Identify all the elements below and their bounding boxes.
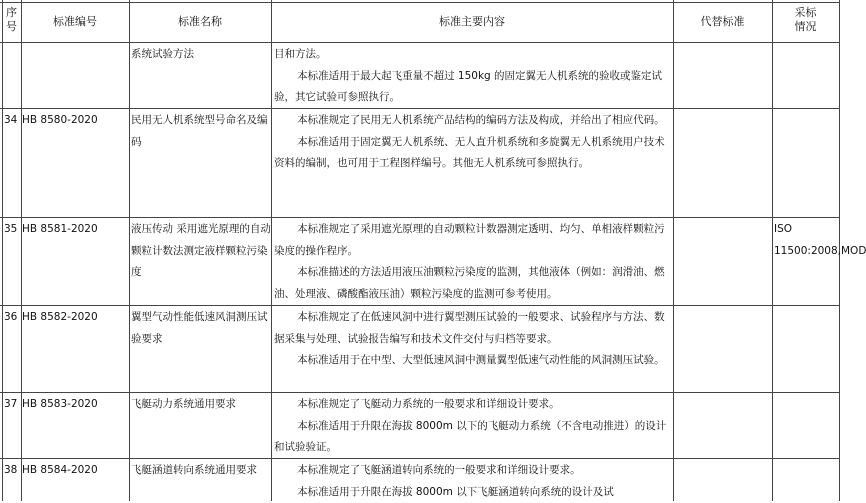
header-content: 标准主要内容 — [439, 15, 505, 28]
content-paragraph: 目和方法。 — [274, 48, 327, 60]
row-name: 飞艇动力系统通用要求 — [131, 398, 236, 410]
row-code: HB 8581-2020 — [22, 223, 98, 235]
column-divider — [129, 0, 130, 501]
row-content — [274, 44, 672, 109]
row-seq: 37 — [4, 398, 18, 410]
content-paragraph: 本标准适用于固定翼无人机系统、无人直升机系统和多旋翼无人机系统用户技术资料的编制，也可用于工程图样编号。其他无人机系统可参照执行。 — [274, 135, 665, 170]
header-seq — [2, 6, 21, 34]
row-seq: 34 — [4, 114, 18, 126]
row-divider — [0, 42, 840, 43]
row-adopt: ISO 11500:2008,MOD — [774, 223, 866, 257]
row-seq: 38 — [4, 464, 18, 476]
content-paragraph: 本标准规定了飞艇动力系统的一般要求和详细设计要求。 — [297, 398, 560, 410]
header-seq-line2: 号 — [6, 20, 17, 33]
content-paragraph: 本标准规定了飞艇涵道转向系统的一般要求和详细设计要求。 — [297, 464, 581, 476]
content-paragraph: 本标准适用于最大起飞重量不超过 150kg 的固定翼无人机系统的验收或鉴定试验，其它试验可参照执行。 — [274, 69, 663, 104]
row-divider — [0, 217, 840, 218]
header-name: 标准名称 — [178, 15, 222, 28]
row-name: 翼型气动性能低速风洞测压试验要求 — [131, 311, 268, 345]
column-divider — [21, 0, 22, 501]
row-seq: 36 — [4, 311, 18, 323]
row-code: HB 8580-2020 — [22, 114, 98, 126]
row-divider — [0, 392, 840, 393]
row-content — [274, 394, 672, 459]
content-paragraph: 本标准适用于升限在海拔 8000m 以下的飞艇动力系统（不含电动推进）的设计和试验验证。 — [274, 419, 667, 454]
header-adopt-line1: 采标 — [794, 6, 817, 19]
header-adopt — [772, 6, 839, 34]
row-code: HB 8582-2020 — [22, 311, 98, 323]
row-content — [274, 307, 672, 372]
content-paragraph: 本标准描述的方法适用液压油颗粒污染度的监测，其他液体（例如：润滑油、燃油、处理液、磷酸酯液压油）颗粒污染度的监测可参考使用。 — [274, 266, 665, 301]
row-code: HB 8584-2020 — [22, 464, 98, 476]
row-code: HB 8583-2020 — [22, 398, 98, 410]
row-name: 飞艇涵道转向系统通用要求 — [131, 464, 257, 476]
content-paragraph: 本标准适用于升限在海拔 8000m 以下飞艇涵道转向系统的设计及试 — [297, 485, 614, 498]
table-border-left — [2, 0, 3, 501]
row-name: 液压传动 采用遮光原理的自动颗粒计数法测定液样颗粒污染度 — [131, 223, 271, 279]
header-adopt-line2: 情况 — [794, 20, 817, 33]
column-divider — [772, 0, 773, 501]
content-paragraph: 本标准规定了采用遮光原理的自动颗粒计数器测定透明、均匀、单相液样颗粒污染度的操作程序。 — [274, 223, 665, 257]
header-seq-line1: 序 — [6, 6, 17, 19]
row-content — [274, 110, 672, 175]
row-content — [274, 219, 672, 306]
header-replace: 代替标准 — [700, 15, 745, 28]
content-paragraph: 本标准规定了民用无人机系统产品结构的编码方法及构成，并给出了相应代码。 — [297, 114, 665, 126]
row-content — [274, 460, 672, 503]
row-name: 系统试验方法 — [131, 48, 194, 60]
content-paragraph: 本标准规定了在低速风洞中进行翼型测压试验的一般要求、试验程序与方法、数据采集与处理、试验报告编写和技术文件交付与归档等要求。 — [274, 311, 665, 345]
column-divider — [673, 0, 674, 501]
header-code: 标准编号 — [53, 15, 97, 28]
row-name: 民用无人机系统型号命名及编码 — [131, 114, 268, 148]
content-paragraph: 本标准适用于在中型、大型低速风洞中测量翼型低速气动性能的风洞测压试验。 — [297, 354, 665, 367]
table-border-top — [0, 2, 840, 3]
row-seq: 35 — [4, 223, 18, 235]
